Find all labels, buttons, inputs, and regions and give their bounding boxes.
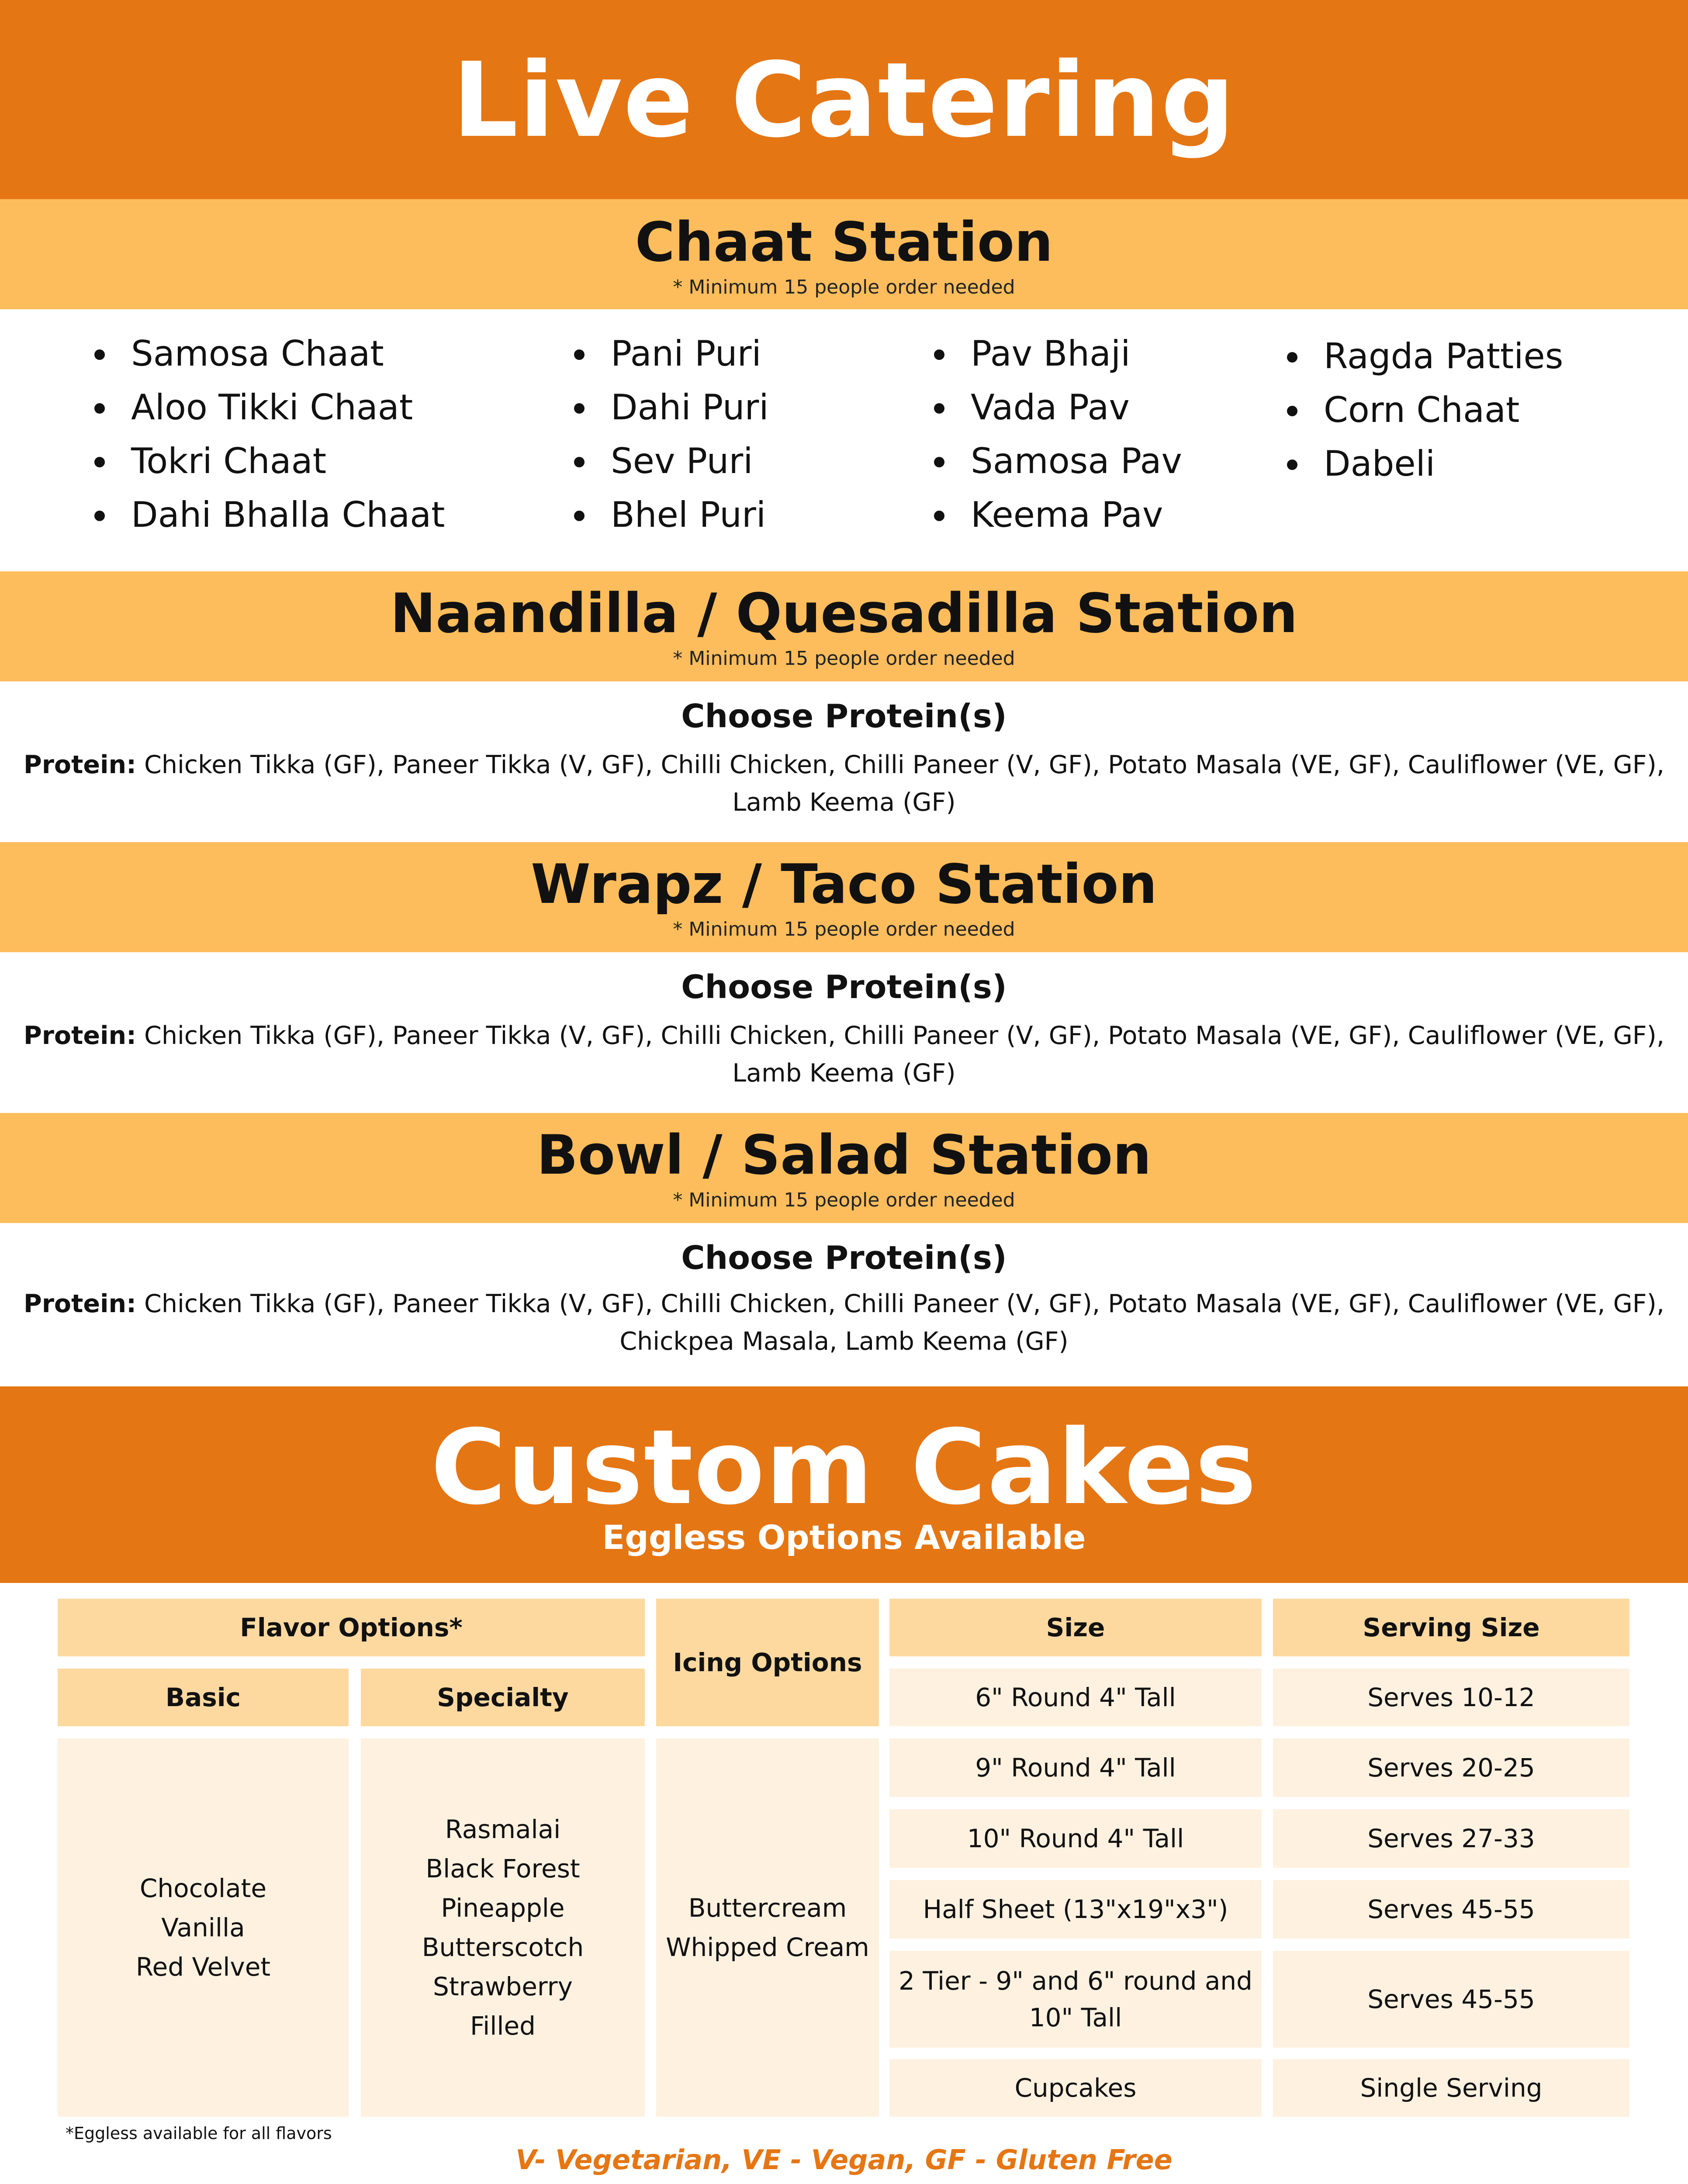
size-cell: 10" Round 4" Tall	[889, 1809, 1262, 1868]
protein-options: Chicken Tikka (GF), Paneer Tikka (V, GF), Chilli Chicken, Chilli Paneer (V, GF), Potato Masala (VE, GF), Cauliflower (VE, GF),	[136, 750, 1664, 779]
size-cell: 6" Round 4" Tall	[889, 1669, 1262, 1726]
protein-line-2: Lamb Keema (GF)	[732, 788, 956, 817]
list-item: Buttercream	[688, 1893, 847, 1923]
protein-options: Chicken Tikka (GF), Paneer Tikka (V, GF), Chilli Chicken, Chilli Paneer (V, GF), Potato Masala (VE, GF), Cauliflower (VE, GF),	[136, 1289, 1664, 1318]
flavor-options-header: Flavor Options*	[58, 1599, 645, 1656]
protein-line-1	[0, 746, 1688, 784]
protein-line-2: Chickpea Masala, Lamb Keema (GF)	[619, 1327, 1069, 1356]
list-item: Pav Bhaji	[930, 333, 1271, 387]
specialty-flavors-cell	[361, 1738, 645, 2117]
chaat-list-col3	[930, 333, 1271, 548]
protein-label: Protein:	[24, 750, 136, 779]
size-line-1: 2 Tier - 9" and 6" round and	[899, 1966, 1252, 1996]
protein-label: Protein:	[24, 1021, 136, 1050]
size-cell: Cupcakes	[889, 2059, 1262, 2117]
bowl-protein-text	[0, 1285, 1688, 1360]
list-item: Tokri Chaat	[91, 440, 550, 494]
chaat-list-col4	[1283, 335, 1633, 497]
list-item: Dabeli	[1283, 443, 1633, 497]
custom-cakes-title: Custom Cakes	[430, 1407, 1258, 1527]
size-header: Size	[889, 1599, 1262, 1656]
chaat-station-title: Chaat Station	[635, 211, 1053, 274]
diet-legend: V- Vegetarian, VE - Vegan, GF - Gluten Free	[515, 2144, 1173, 2176]
list-item: Filled	[470, 2011, 536, 2041]
basic-flavors-cell	[58, 1738, 349, 2117]
list-item: Pani Puri	[571, 333, 911, 387]
list-item: Aloo Tikki Chaat	[91, 387, 550, 440]
wrapz-protein-text	[0, 1017, 1688, 1092]
list-item: Strawberry	[433, 1972, 573, 2001]
list-item: Butterscotch	[422, 1932, 584, 1962]
protein-line-1	[0, 1285, 1688, 1323]
eggless-footnote: *Eggless available for all flavors	[66, 2124, 332, 2143]
basic-header: Basic	[58, 1669, 349, 1726]
size-cell: Half Sheet (13"x19"x3")	[889, 1880, 1262, 1939]
protein-line-2: Lamb Keema (GF)	[732, 1059, 956, 1088]
wrapz-choose-heading: Choose Protein(s)	[681, 968, 1007, 1006]
naandilla-station-title: Naandilla / Quesadilla Station	[390, 582, 1298, 645]
list-item: Red Velvet	[135, 1952, 271, 1982]
list-item: Keema Pav	[930, 494, 1271, 548]
wrapz-station-title: Wrapz / Taco Station	[531, 853, 1157, 916]
list-item: Bhel Puri	[571, 494, 911, 548]
serving-cell: Serves 27-33	[1273, 1809, 1629, 1868]
naandilla-choose-heading: Choose Protein(s)	[681, 698, 1007, 735]
naandilla-station-note: * Minimum 15 people order needed	[673, 647, 1015, 670]
list-item: Vanilla	[161, 1913, 245, 1942]
naandilla-protein-text	[0, 746, 1688, 821]
protein-options: Chicken Tikka (GF), Paneer Tikka (V, GF), Chilli Chicken, Chilli Paneer (V, GF), Potato Masala (VE, GF), Cauliflower (VE, GF),	[136, 1021, 1664, 1050]
protein-label: Protein:	[24, 1289, 136, 1318]
serving-cell: Serves 10-12	[1273, 1669, 1629, 1726]
icing-options-cell	[656, 1738, 879, 2117]
icing-options-header: Icing Options	[656, 1599, 879, 1726]
serving-cell: Serves 45-55	[1273, 1880, 1629, 1939]
list-item: Ragda Patties	[1283, 335, 1633, 389]
chaat-list-col2	[571, 333, 911, 548]
list-item: Black Forest	[425, 1854, 580, 1883]
list-item: Whipped Cream	[666, 1932, 869, 1962]
serving-cell: Serves 45-55	[1273, 1951, 1629, 2048]
chaat-list-col1	[91, 333, 550, 548]
list-item: Dahi Bhalla Chaat	[91, 494, 550, 548]
bowl-station-note: * Minimum 15 people order needed	[673, 1189, 1015, 1211]
serving-cell: Serves 20-25	[1273, 1738, 1629, 1797]
list-item: Sev Puri	[571, 440, 911, 494]
bowl-choose-heading: Choose Protein(s)	[681, 1239, 1007, 1277]
bowl-station-title: Bowl / Salad Station	[536, 1124, 1152, 1187]
list-item: Vada Pav	[930, 387, 1271, 440]
serving-size-header: Serving Size	[1273, 1599, 1629, 1656]
list-item: Samosa Pav	[930, 440, 1271, 494]
list-item: Samosa Chaat	[91, 333, 550, 387]
size-cell: 9" Round 4" Tall	[889, 1738, 1262, 1797]
wrapz-station-note: * Minimum 15 people order needed	[673, 918, 1015, 940]
size-cell	[889, 1951, 1262, 2048]
list-item: Corn Chaat	[1283, 389, 1633, 443]
serving-cell: Single Serving	[1273, 2059, 1629, 2117]
chaat-station-note: * Minimum 15 people order needed	[673, 276, 1015, 298]
protein-line-1	[0, 1017, 1688, 1054]
list-item: Rasmalai	[445, 1814, 561, 1844]
list-item: Chocolate	[139, 1873, 267, 1903]
live-catering-title: Live Catering	[452, 40, 1236, 160]
list-item: Pineapple	[441, 1893, 565, 1923]
custom-cakes-subtitle: Eggless Options Available	[602, 1518, 1086, 1557]
specialty-header: Specialty	[361, 1669, 645, 1726]
list-item: Dahi Puri	[571, 387, 911, 440]
size-line-2: 10" Tall	[1029, 2003, 1122, 2032]
